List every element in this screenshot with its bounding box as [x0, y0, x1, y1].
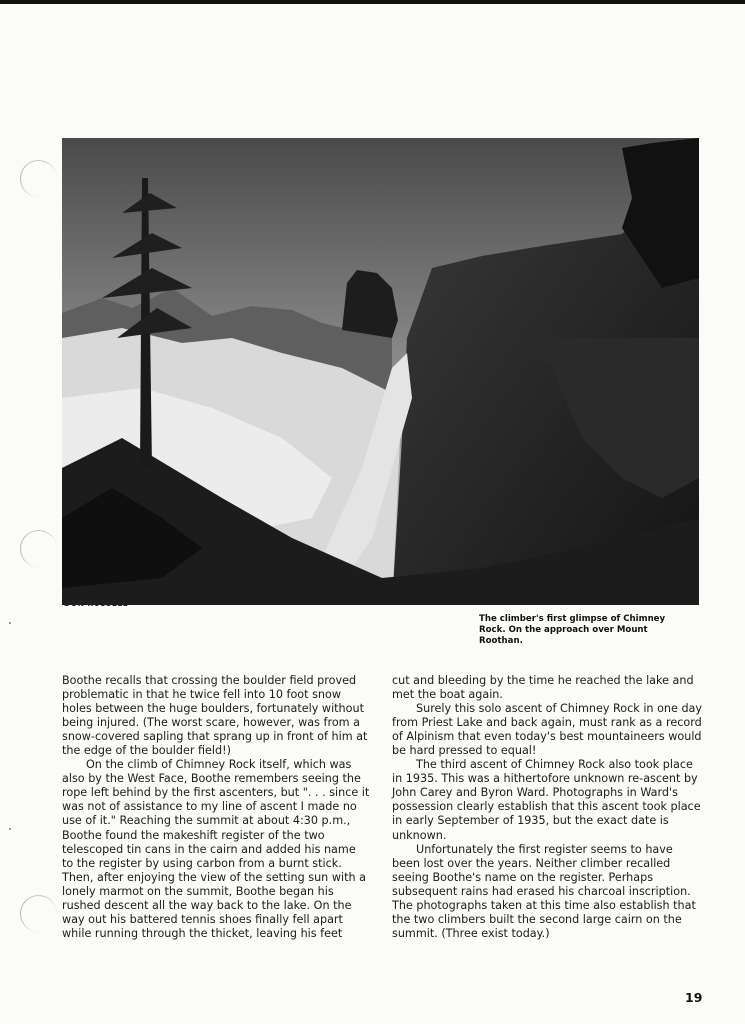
paragraph: On the climb of Chimney Rock itself, which was also by the West Face, Boothe remembers seeing the rope left behind by the first ascenters, but ". . . since it was not of assistance to my line of ascent I made no use of it." Reaching the summit at about 4:30 p.m., Boothe found the makeshift register of the two telescoped tin cans in the cairn and added his name to the register by using carbon from a burnt stick. Then, after enjoying the view of the setting sun with a lonely marmot on the summit, Boothe began his rushed descent all the way back to the lake. On the way out his battered tennis shoes finally fell apart while running through the thicket, leaving his feet: [62, 758, 370, 940]
photo-credit: DON RUSSELL: [64, 599, 129, 608]
photo-caption: The climber's first glimpse of Chimney Rock. On the approach over Mount Roothan.: [479, 614, 666, 646]
photo-illustration: [62, 138, 699, 605]
page-number: 19: [685, 990, 703, 1005]
paragraph: Boothe recalls that crossing the boulder field proved problematic in that he twice fell into 10 foot snow holes between the huge boulders, fortunately without being injured. (The worst scare, however, was from a snow-covered sapling that sprang up in front of him at the edge of the boulder field!): [62, 674, 368, 758]
paragraph: cut and bleeding by the time he reached the lake and met the boat again.: [392, 674, 694, 702]
left-text-column: [62, 674, 370, 941]
scan-speck: [9, 828, 11, 830]
binder-hole: [20, 895, 57, 932]
paragraph: Unfortunately the first register seems to have been lost over the years. Neither climber recalled seeing Boothe's name on the register. Perhaps subsequent rains had erased his charcoal inscription. The photographs taken at this time also establish that the two climbers built the second large cairn on the summit. (Three exist today.): [392, 842, 696, 940]
paragraph: The third ascent of Chimney Rock also took place in 1935. This was a hithertofore unknown re-ascent by John Carey and Byron Ward. Photographs in Ward's possession clearly establish that this ascent took place in early September of 1935, but the exact date is unknown.: [392, 758, 701, 842]
scan-edge: [0, 0, 745, 4]
mountain-photo: [62, 138, 699, 605]
binder-hole: [20, 530, 57, 567]
paragraph: Surely this solo ascent of Chimney Rock in one day from Priest Lake and back again, must rank as a record of Alpinism that even today's best mountaineers would be hard pressed to equal!: [392, 702, 703, 758]
right-text-column: [392, 674, 703, 941]
binder-hole: [20, 160, 57, 197]
scan-speck: [9, 622, 11, 624]
